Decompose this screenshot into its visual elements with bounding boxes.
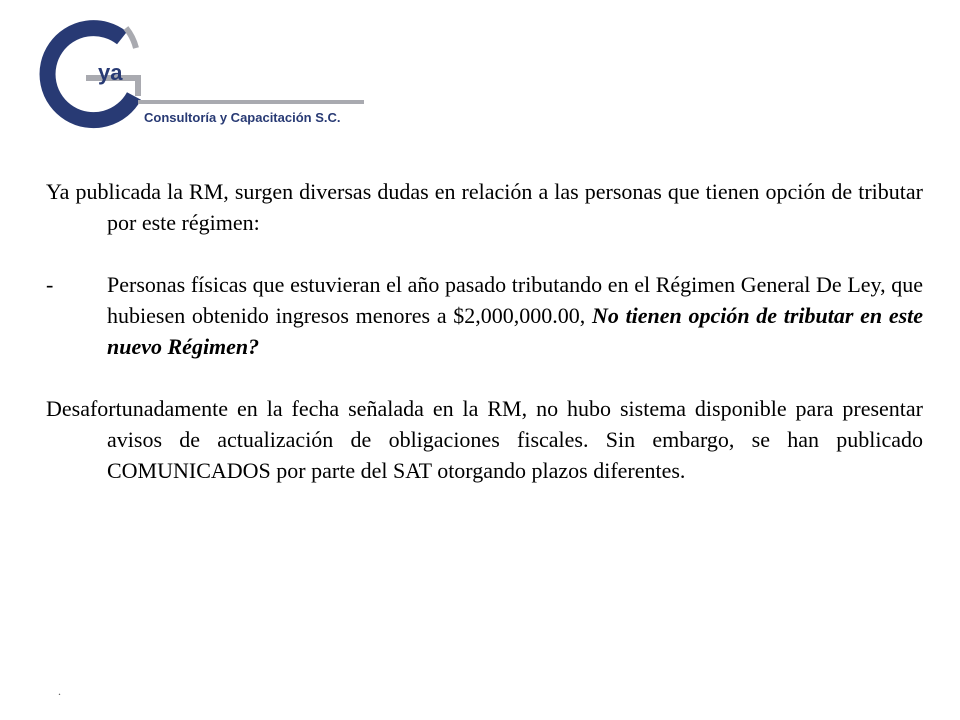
company-logo	[26, 18, 371, 133]
closing-paragraph: Desafortunadamente en la fecha señalada en la RM, no hubo sistema disponible para presentar avisos de actualización de obligaciones fiscales. Sin embargo, se han publicado COMUNICADOS por parte del SAT otorgando plazos diferentes.	[46, 396, 923, 483]
logo-arc-accent	[126, 28, 136, 48]
slide-body	[46, 176, 923, 486]
footer-mark: .	[58, 684, 61, 698]
bullet-emphasis: No tienen opción de tributar en este nuevo Régimen?	[107, 303, 924, 359]
gva-logo-graphic	[26, 18, 371, 133]
logo-company-name: Consultoría y Capacitación S.C.	[144, 110, 341, 125]
intro-paragraph: Ya publicada la RM, surgen diversas dudas en relación a las personas que tienen opción de tributar por este régimen:	[46, 179, 923, 235]
bullet-marker: -	[46, 272, 54, 297]
logo-monogram: ya	[98, 60, 123, 85]
bullet-text: Personas físicas que estuvieran el año pasado tributando en el Régimen General De Ley, que hubiesen obtenido ingresos menores a $2,000,000.00,	[107, 272, 923, 328]
bullet-item	[46, 269, 923, 362]
